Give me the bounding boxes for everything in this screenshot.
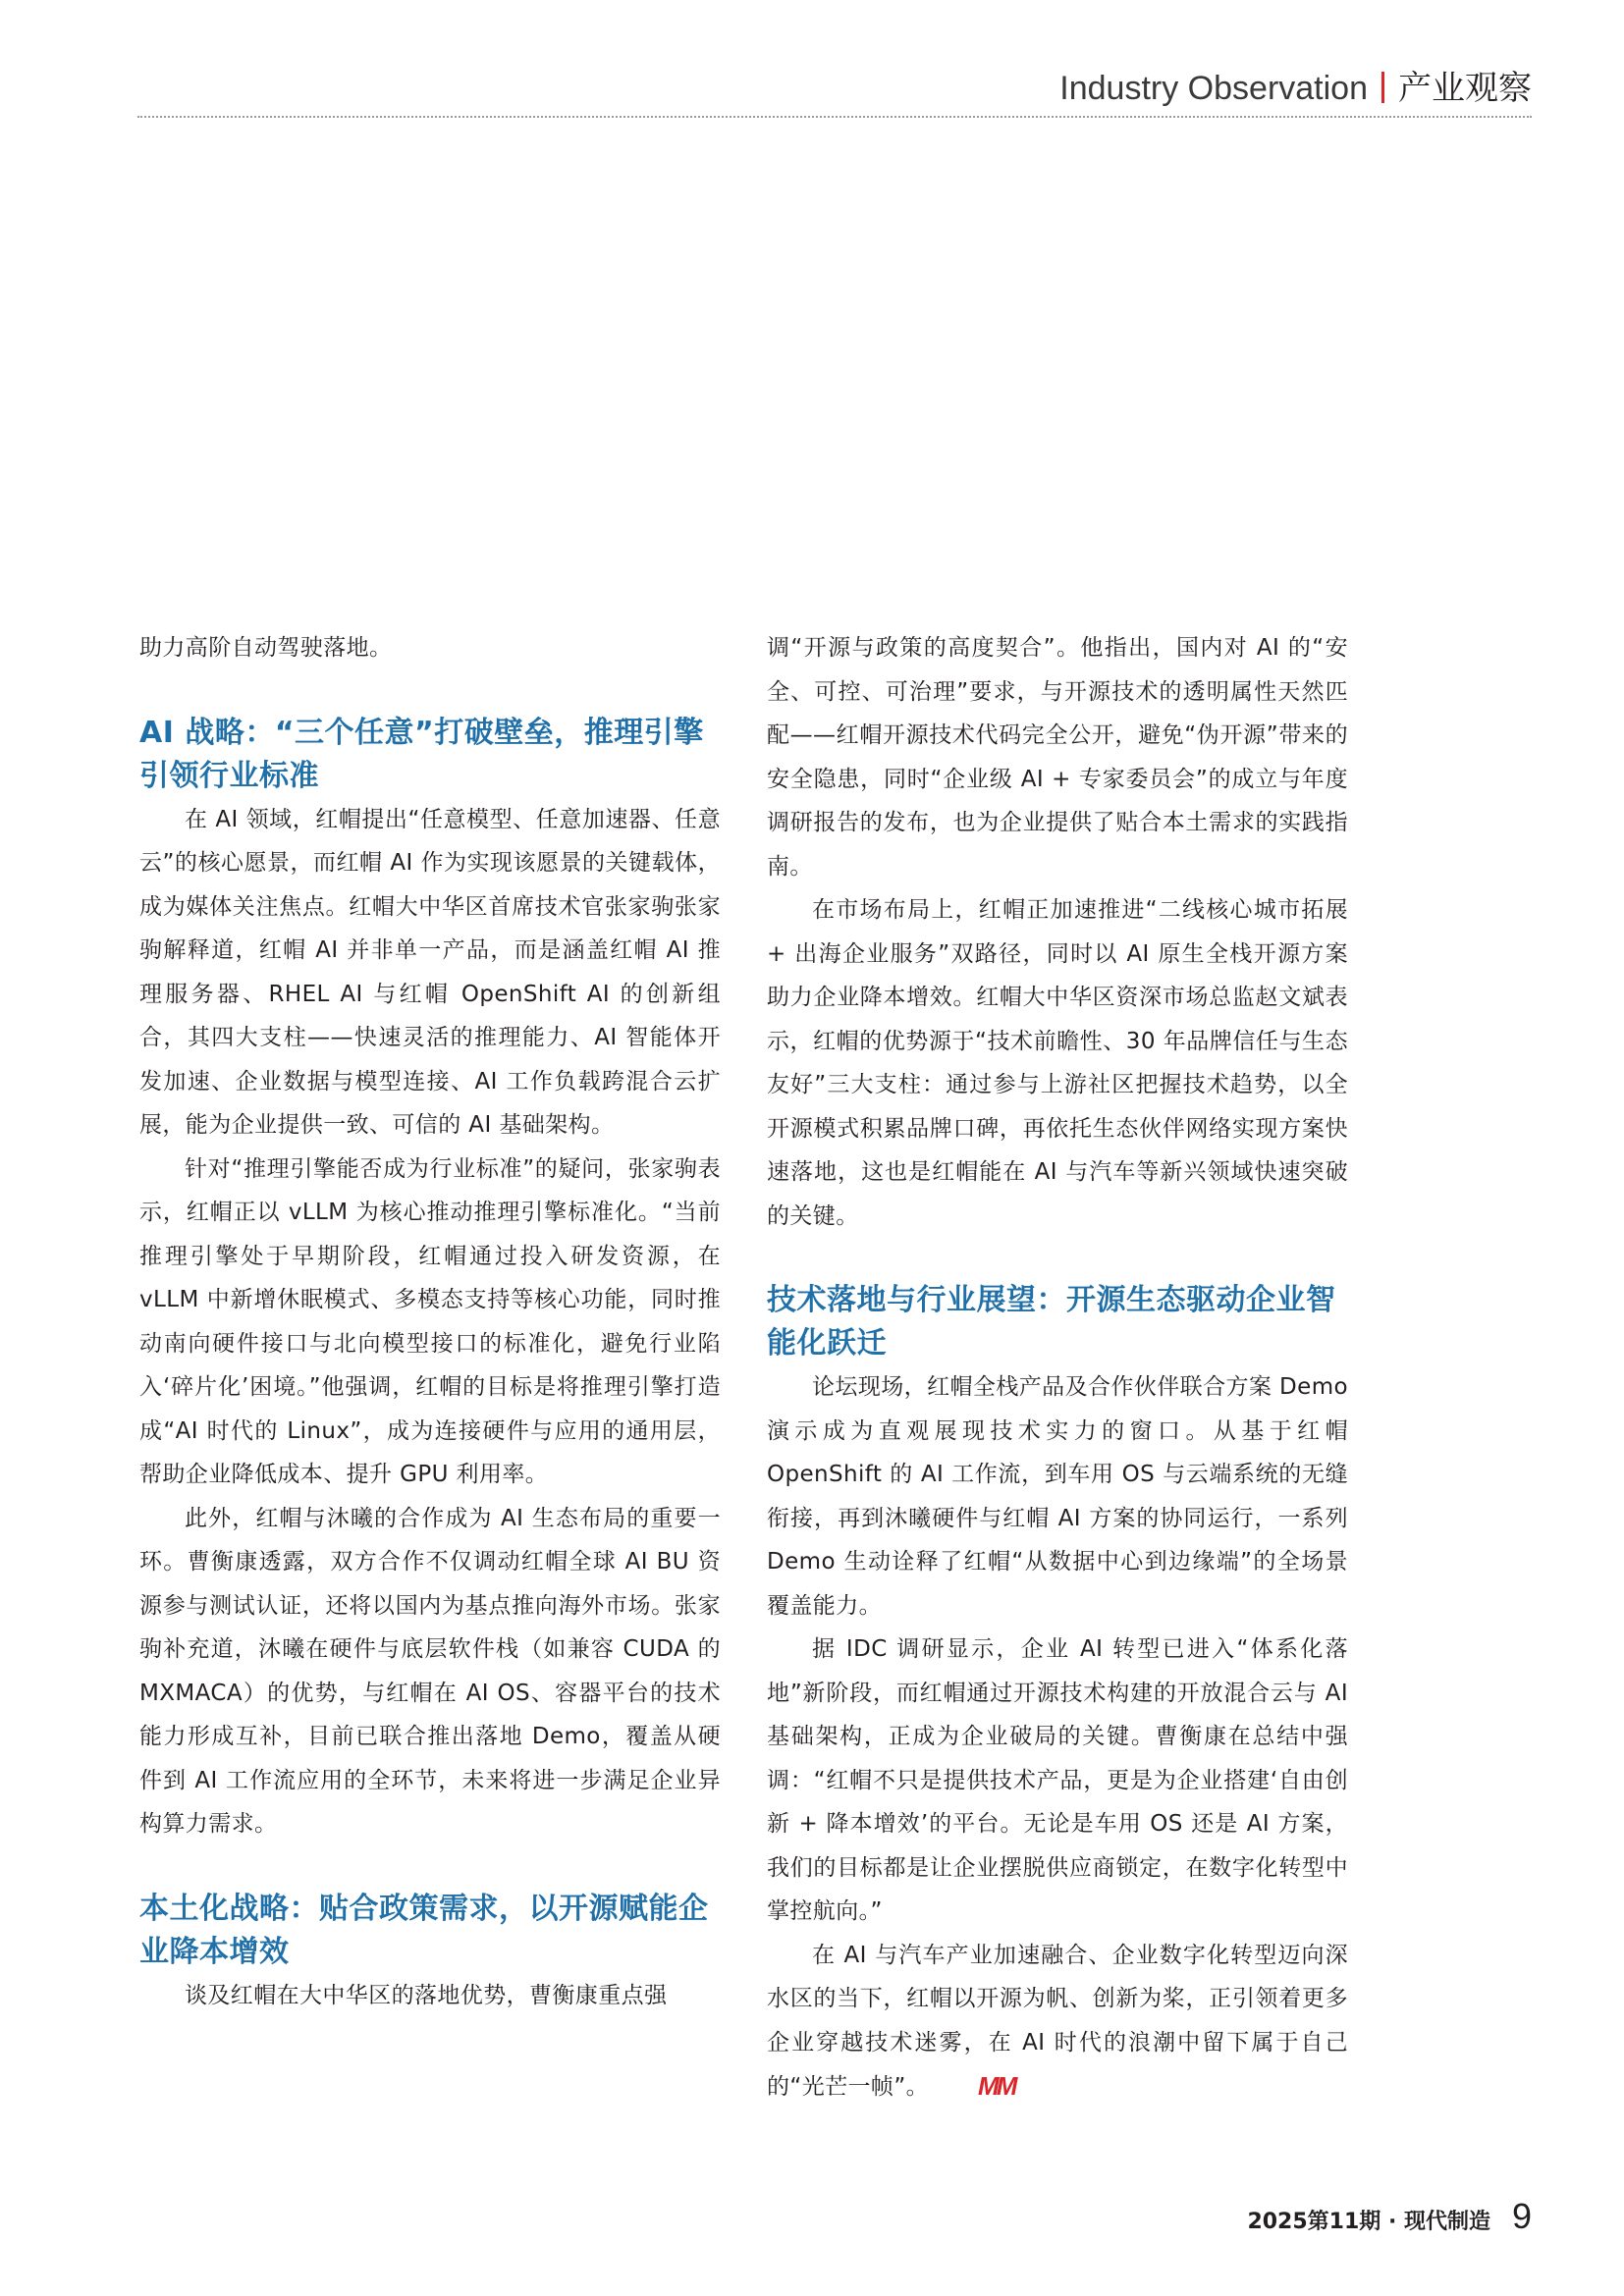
section-heading-ai-strategy: AI 战略：“三个任意”打破壁垒，推理引擎引领行业标准 bbox=[139, 715, 704, 793]
paragraph: 论坛现场，红帽全栈产品及合作伙伴联合方案 Demo 演示成为直观展现技术实力的窗口。从基于红帽 OpenShift 的 AI 工作流，到车用 OS 与云端系统的无缝衔接，再到沐曦硬件与红帽 AI 方案的协同运行，一系列 Demo 生动诠释了红帽“从数据中心到边缘端”的全场景覆盖能力。 bbox=[767, 1374, 1348, 1619]
page-number: 9 bbox=[1511, 2196, 1532, 2236]
paragraph: 助力高阶自动驾驶落地。 bbox=[139, 635, 393, 661]
section-title-en: Industry Observation bbox=[1059, 70, 1368, 107]
header-divider bbox=[1381, 72, 1384, 103]
page-header bbox=[137, 65, 1532, 118]
paragraph: 此外，红帽与沐曦的合作成为 AI 生态布局的重要一环。曹衡康透露，双方合作不仅调动红帽全球 AI BU 资源参与测试认证，还将以国内为基点推向海外市场。张家驹补充道，沐曦在硬件与底层软件栈（如兼容 CUDA 的 MXMACA）的优势，与红帽在 AI OS、容器平台的技术能力形成互补，目前已联合推出落地 Demo，覆盖从硬件到 AI 工作流应用的全环节，未来将进一步满足企业异构算力需求。 bbox=[139, 1505, 721, 1837]
page-footer bbox=[1247, 2196, 1532, 2237]
right-column bbox=[767, 626, 1348, 2109]
mm-end-logo: MM bbox=[978, 2071, 1015, 2101]
section-title bbox=[1059, 69, 1532, 108]
section-heading-localization: 本土化战略：贴合政策需求，以开源赋能企业降本增效 bbox=[139, 1891, 709, 1969]
paragraph: 在市场布局上，红帽正加速推进“二线核心城市拓展 + 出海企业服务”双路径，同时以 AI 原生全栈开源方案助力企业降本增效。红帽大中华区资深市场总监赵文斌表示，红帽的优势源于“技术前瞻性、30 年品牌信任与生态友好”三大支柱：通过参与上游社区把握技术趋势，以全开源模式积累品牌口碑，再依托生态伙伴网络实现方案快速落地，这也是红帽能在 AI 与汽车等新兴领域快速突破的关键。 bbox=[767, 897, 1348, 1229]
paragraph: 据 IDC 调研显示，企业 AI 转型已进入“体系化落地”新阶段，而红帽通过开源技术构建的开放混合云与 AI 基础架构，正成为企业破局的关键。曹衡康在总结中强调：“红帽不只是提供技术产品，更是为企业搭建‘自由创新 + 降本增效’的平台。无论是车用 OS 还是 AI 方案，我们的目标都是让企业摆脱供应商锁定，在数字化转型中掌控航向。” bbox=[767, 1636, 1348, 1924]
left-column bbox=[139, 626, 721, 2017]
section-title-cn: 产业观察 bbox=[1398, 69, 1532, 108]
paragraph: 在 AI 领域，红帽提出“任意模型、任意加速器、任意云”的核心愿景，而红帽 AI 作为实现该愿景的关键载体，成为媒体关注焦点。红帽大中华区首席技术官张家驹张家驹解释道，红帽 AI 并非单一产品，而是涵盖红帽 AI 推理服务器、RHEL AI 与红帽 OpenShift AI 的创新组合，其四大支柱——快速灵活的推理能力、AI 智能体开发加速、企业数据与模型连接、AI 工作负载跨混合云扩展，能为企业提供一致、可信的 AI 基础架构。 bbox=[139, 806, 721, 1138]
paragraph: 调“开源与政策的高度契合”。他指出，国内对 AI 的“安全、可控、可治理”要求，与开源技术的透明属性天然匹配——红帽开源技术代码完全公开，避免“伪开源”带来的安全隐患，同时“企业级 AI + 专家委员会”的成立与年度调研报告的发布，也为企业提供了贴合本土需求的实践指南。 bbox=[767, 635, 1348, 880]
issue-label: 2025第11期 · 现代制造 bbox=[1247, 2210, 1490, 2234]
paragraph: 谈及红帽在大中华区的落地优势，曹衡康重点强 bbox=[185, 1982, 668, 2008]
closing-paragraph bbox=[767, 1934, 1348, 2109]
paragraph: 针对“推理引擎能否成为行业标准”的疑问，张家驹表示，红帽正以 vLLM 为核心推动推理引擎标准化。“当前推理引擎处于早期阶段，红帽通过投入研发资源，在 vLLM 中新增休眠模式、多模态支持等核心功能，同时推动南向硬件接口与北向模型接口的标准化，避免行业陷入‘碎片化’困境。”他强调，红帽的目标是将推理引擎打造成“AI 时代的 Linux”，成为连接硬件与应用的通用层，帮助企业降低成本、提升 GPU 利用率。 bbox=[139, 1155, 721, 1487]
section-heading-tech-outlook: 技术落地与行业展望：开源生态驱动企业智能化跃迁 bbox=[767, 1283, 1336, 1361]
closing-text: 在 AI 与汽车产业加速融合、企业数字化转型迈向深水区的当下，红帽以开源为帆、创新为桨，正引领着更多企业穿越技术迷雾，在 AI 时代的浪潮中留下属于自己的“光芒一帧”。 bbox=[767, 1942, 1348, 2100]
